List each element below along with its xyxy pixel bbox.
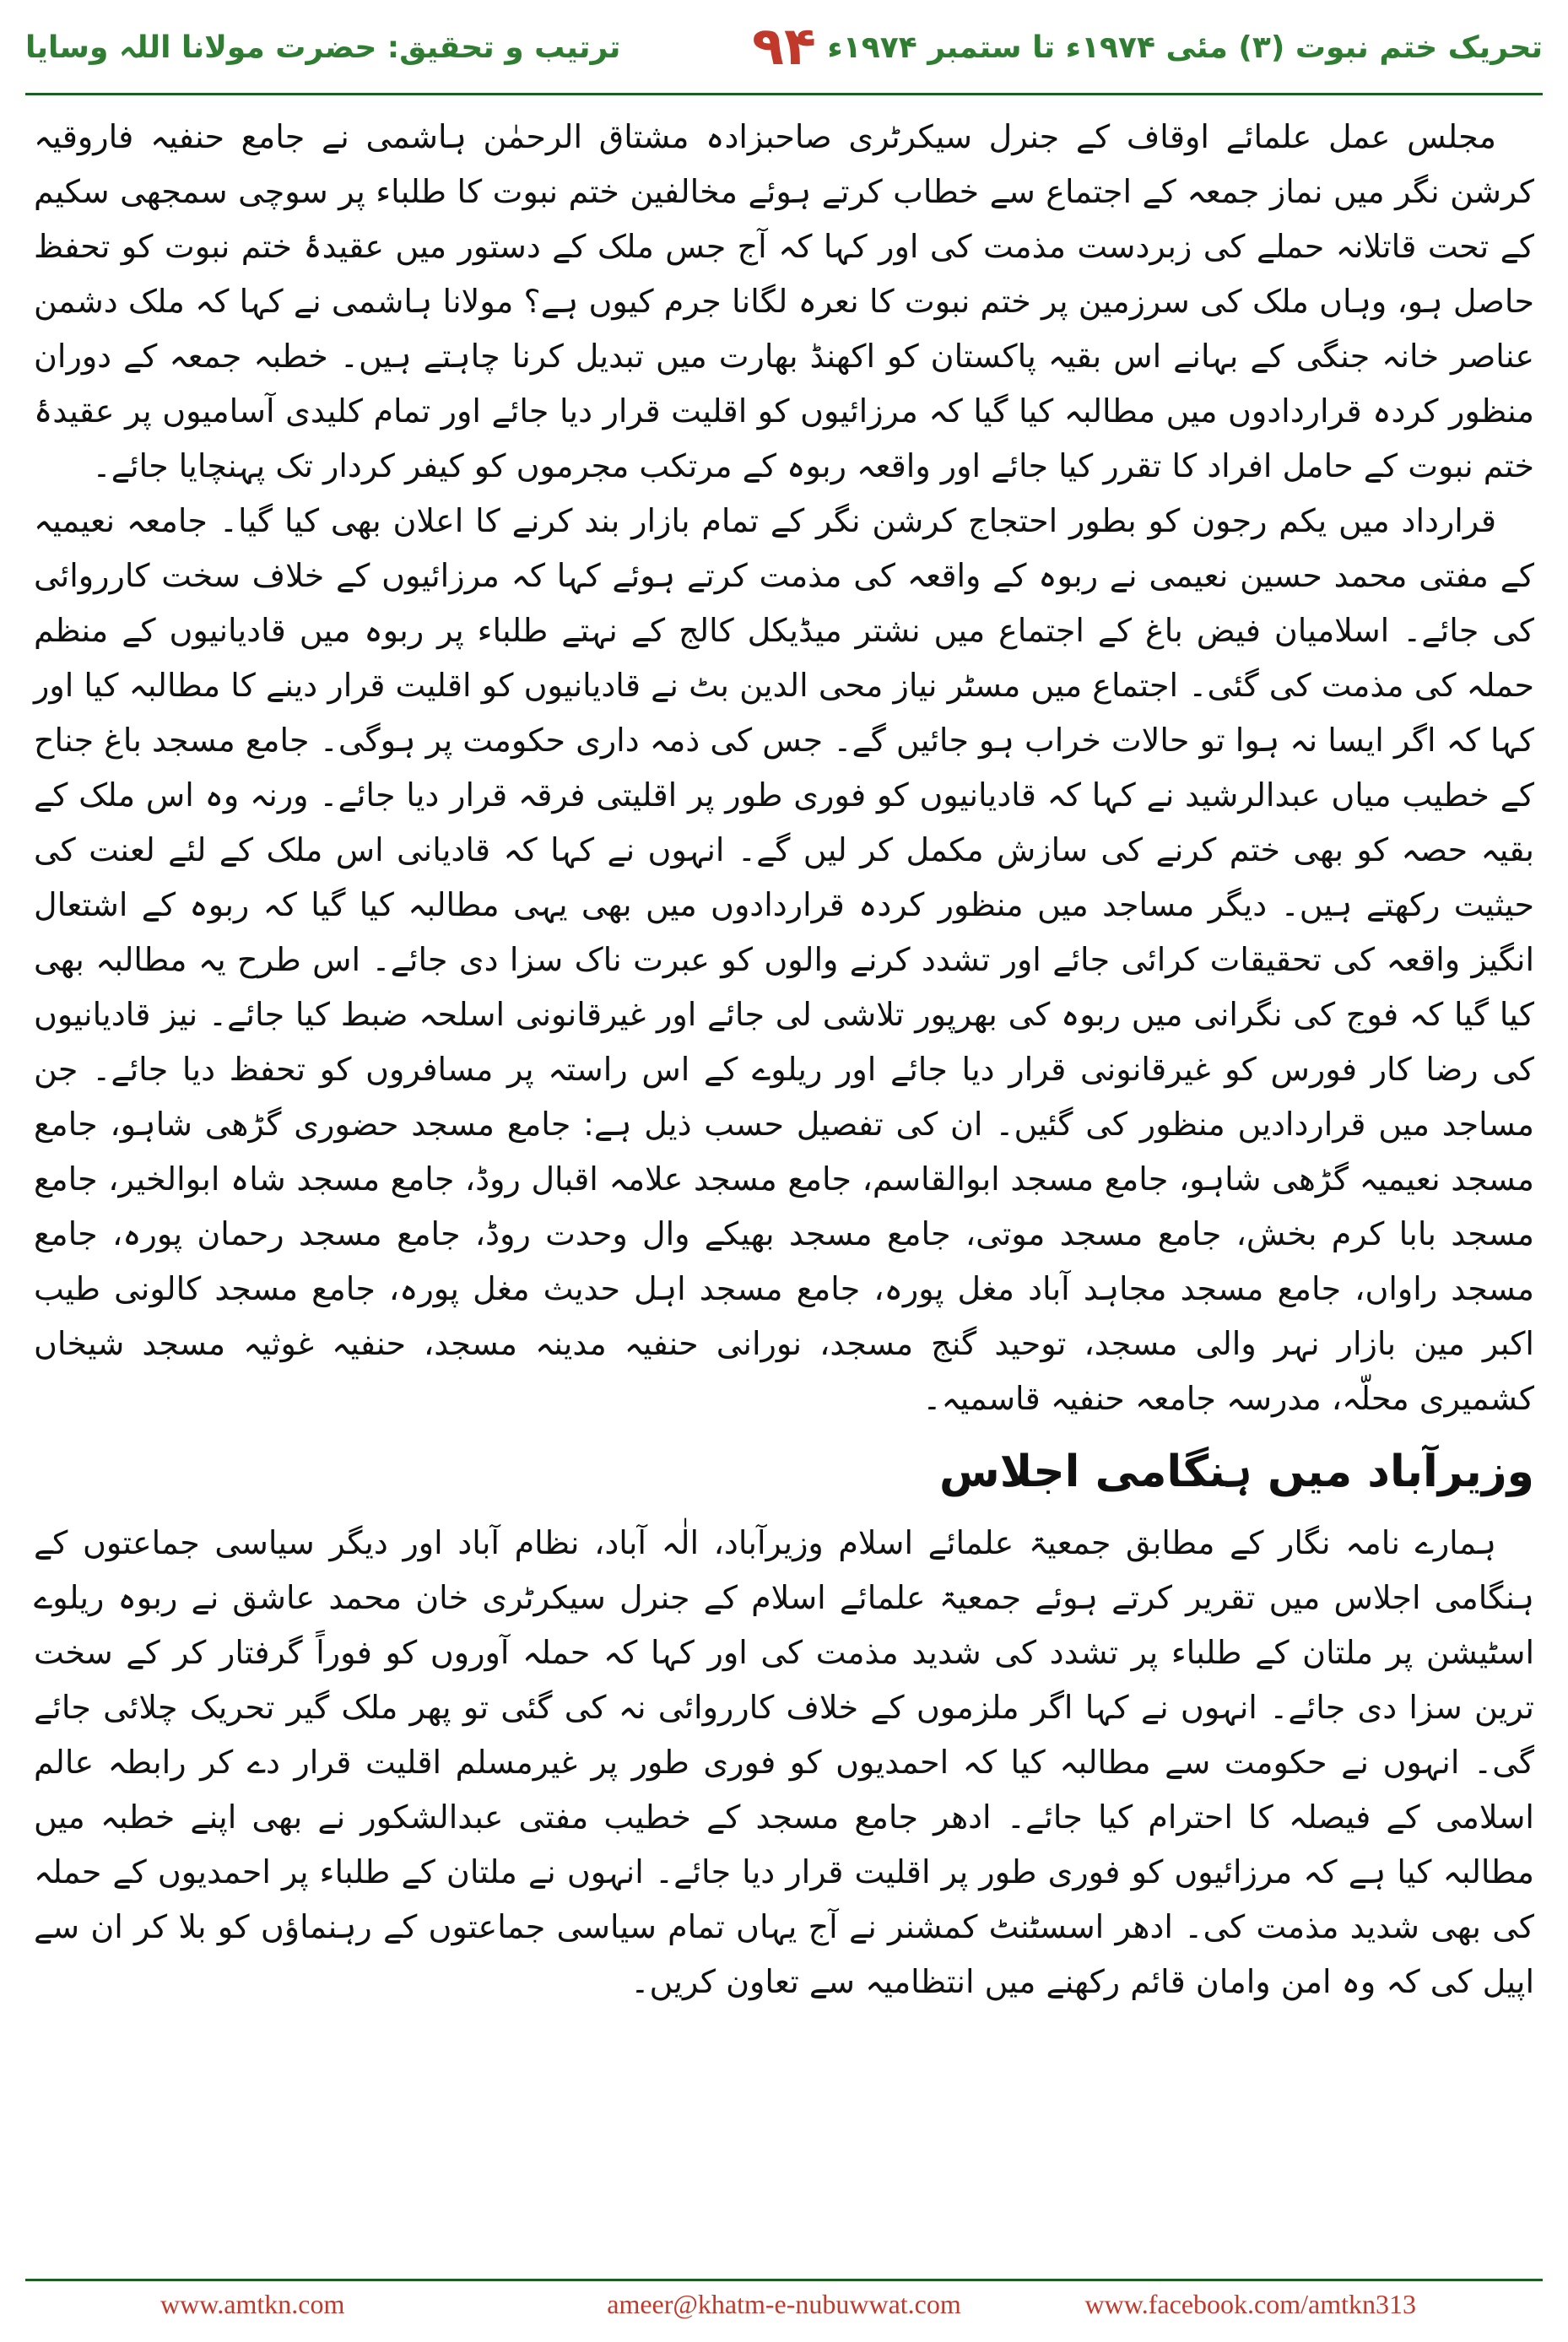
- website-link[interactable]: www.amtkn.com: [160, 2289, 345, 2319]
- page-footer: [25, 2289, 1543, 2331]
- page-header: [25, 15, 1543, 93]
- page-number: ۹۴: [752, 15, 816, 77]
- section-heading: وزیرآباد میں ہنگامی اجلاس: [938, 1447, 1534, 1497]
- header-divider: [25, 93, 1543, 95]
- compiler-credit: ترتیب و تحقیق: حضرت مولانا اللہ وسایا: [25, 30, 621, 65]
- email-link[interactable]: ameer@khatm-e-nubuwwat.com: [607, 2289, 961, 2319]
- paragraph: مجلس عمل علمائے اوقاف کے جنرل سیکرٹری صاحبزادہ مشتاق الرحمٰن ہاشمی نے جامع حنفیہ فاروقیہ کرشن نگر میں نماز جمعہ کے اجتماع سے خطاب کرتے ہوئے مخالفین ختم نبوت کا طلباء پر سوچی سمجھی سکیم کے تحت قاتلانہ حملے کی زبردست مذمت کی اور کہا کہ آج جس ملک کے دستور میں عقیدۂ ختم نبوت کو تحفظ حاصل ہو، وہاں ملک کی سرزمین پر ختم نبوت کا نعرہ لگانا جرم کیوں ہے؟ مولانا ہاشمی نے کہا کہ ملک دشمن عناصر خانہ جنگی کے بہانے اس بقیہ پاکستان کو اکھنڈ بھارت میں تبدیل کرنا چاہتے ہیں۔ خطبہ جمعہ کے دوران منظور کردہ قراردادوں میں مطالبہ کیا گیا کہ مرزائیوں کو اقلیت قرار دیا جائے اور تمام کلیدی آسامیوں پر عقیدۂ ختم نبوت کے حامل افراد کا تقرر کیا جائے اور واقعہ ربوہ کے مرتکب مجرموں کو کیفر کردار تک پہنچایا جائے۔: [34, 118, 1534, 484]
- book-title: تحریک ختم نبوت (۳) مئی ۱۹۷۴ء تا ستمبر ۱۹۷۴ء: [827, 30, 1543, 65]
- article-body: [34, 110, 1534, 2009]
- paragraph: قرارداد میں یکم رجون کو بطور احتجاج کرشن نگر کے تمام بازار بند کرنے کا اعلان بھی کیا گیا۔ جامعہ نعیمیہ کے مفتی محمد حسین نعیمی نے ربوہ کے واقعہ کی مذمت کرتے ہوئے کہا کہ مرزائیوں کے خلاف سخت کارروائی کی جائے۔ اسلامیان فیض باغ کے اجتماع میں نشتر میڈیکل کالج کے نہتے طلباء پر ربوہ میں قادیانیوں کے منظم حملہ کی مذمت کی گئی۔ اجتماع میں مسٹر نیاز محی الدین بٹ نے قادیانیوں کو اقلیت قرار دینے کا مطالبہ کیا اور کہا کہ اگر ایسا نہ ہوا تو حالات خراب ہو جائیں گے۔ جس کی ذمہ داری حکومت پر ہوگی۔ جامع مسجد باغ جناح کے خطیب میاں عبدالرشید نے کہا کہ قادیانیوں کو فوری طور پر اقلیتی فرقہ قرار دیا جائے۔ ورنہ وہ اس ملک کے بقیہ حصہ کو بھی ختم کرنے کی سازش مکمل کر لیں گے۔ انہوں نے کہا کہ قادیانی اس ملک کے لئے لعنت کی حیثیت رکھتے ہیں۔ دیگر مساجد میں منظور کردہ قراردادوں میں بھی یہی مطالبہ کیا گیا کہ ربوہ کے اشتعال انگیز واقعہ کی تحقیقات کرائی جائے اور تشدد کرنے والوں کو عبرت ناک سزا دی جائے۔ اس طرح یہ مطالبہ بھی کیا گیا کہ فوج کی نگرانی میں ربوہ کی بھرپور تلاشی لی جائے اور غیرقانونی اسلحہ ضبط کیا جائے۔ نیز قادیانیوں کی رضا کار فورس کو غیرقانونی قرار دیا جائے اور ریلوے کے اس راستہ پر مسافروں کو تحفظ دیا جائے۔ جن مساجد میں قراردادیں منظور کی گئیں۔ ان کی تفصیل حسب ذیل ہے: جامع مسجد حضوری گڑھی شاہو، جامع مسجد نعیمیہ گڑھی شاہو، جامع مسجد ابوالقاسم، جامع مسجد علامہ اقبال روڈ، جامع مسجد شاہ ابوالخیر، جامع مسجد بابا کرم بخش، جامع مسجد موتی، جامع مسجد بھیکے وال وحدت روڈ، جامع مسجد رحمان پورہ، جامع مسجد راواں، جامع مسجد مجاہد آباد مغل پورہ، جامع مسجد اہل حدیث مغل پورہ، جامع مسجد کالونی طیب اکبر مین بازار نہر والی مسجد، توحید گنج مسجد، نورانی حنفیہ مدینہ مسجد، حنفیہ غوثیہ مسجد شیخاں کشمیری محلّہ، مدرسہ جامعہ حنفیہ قاسمیہ۔: [34, 502, 1534, 1417]
- facebook-link[interactable]: www.facebook.com/amtkn313: [1084, 2289, 1416, 2319]
- footer-divider: [25, 2279, 1543, 2281]
- paragraph: ہمارے نامہ نگار کے مطابق جمعیۃ علمائے اسلام وزیرآباد، الٰہ آباد، نظام آباد اور دیگر سیاسی جماعتوں کے ہنگامی اجلاس میں تقریر کرتے ہوئے جمعیۃ علمائے اسلام کے جنرل سیکرٹری خان محمد عاشق نے ربوہ ریلوے اسٹیشن پر ملتان کے طلباء پر تشدد کی شدید مذمت کی اور کہا کہ حملہ آوروں کو فوراً گرفتار کر کے سخت ترین سزا دی جائے۔ انہوں نے کہا اگر ملزموں کے خلاف کارروائی نہ کی گئی تو پھر ملک گیر تحریک چلائی جائے گی۔ انہوں نے حکومت سے مطالبہ کیا کہ احمدیوں کو فوری طور پر غیرمسلم اقلیت قرار دے کر رابطہ عالم اسلامی کے فیصلہ کا احترام کیا جائے۔ ادھر جامع مسجد کے خطیب مفتی عبدالشکور نے بھی اپنے خطبہ میں مطالبہ کیا ہے کہ مرزائیوں کو فوری طور پر اقلیت قرار دیا جائے۔ انہوں نے ملتان کے طلباء پر احمدیوں کے حملہ کی بھی شدید مذمت کی۔ ادھر اسسٹنٹ کمشنر نے آج یہاں تمام سیاسی جماعتوں کے رہنماؤں کو بلا کر ان سے اپیل کی کہ وہ امن وامان قائم رکھنے میں انتظامیہ سے تعاون کریں۔: [34, 1524, 1534, 2000]
